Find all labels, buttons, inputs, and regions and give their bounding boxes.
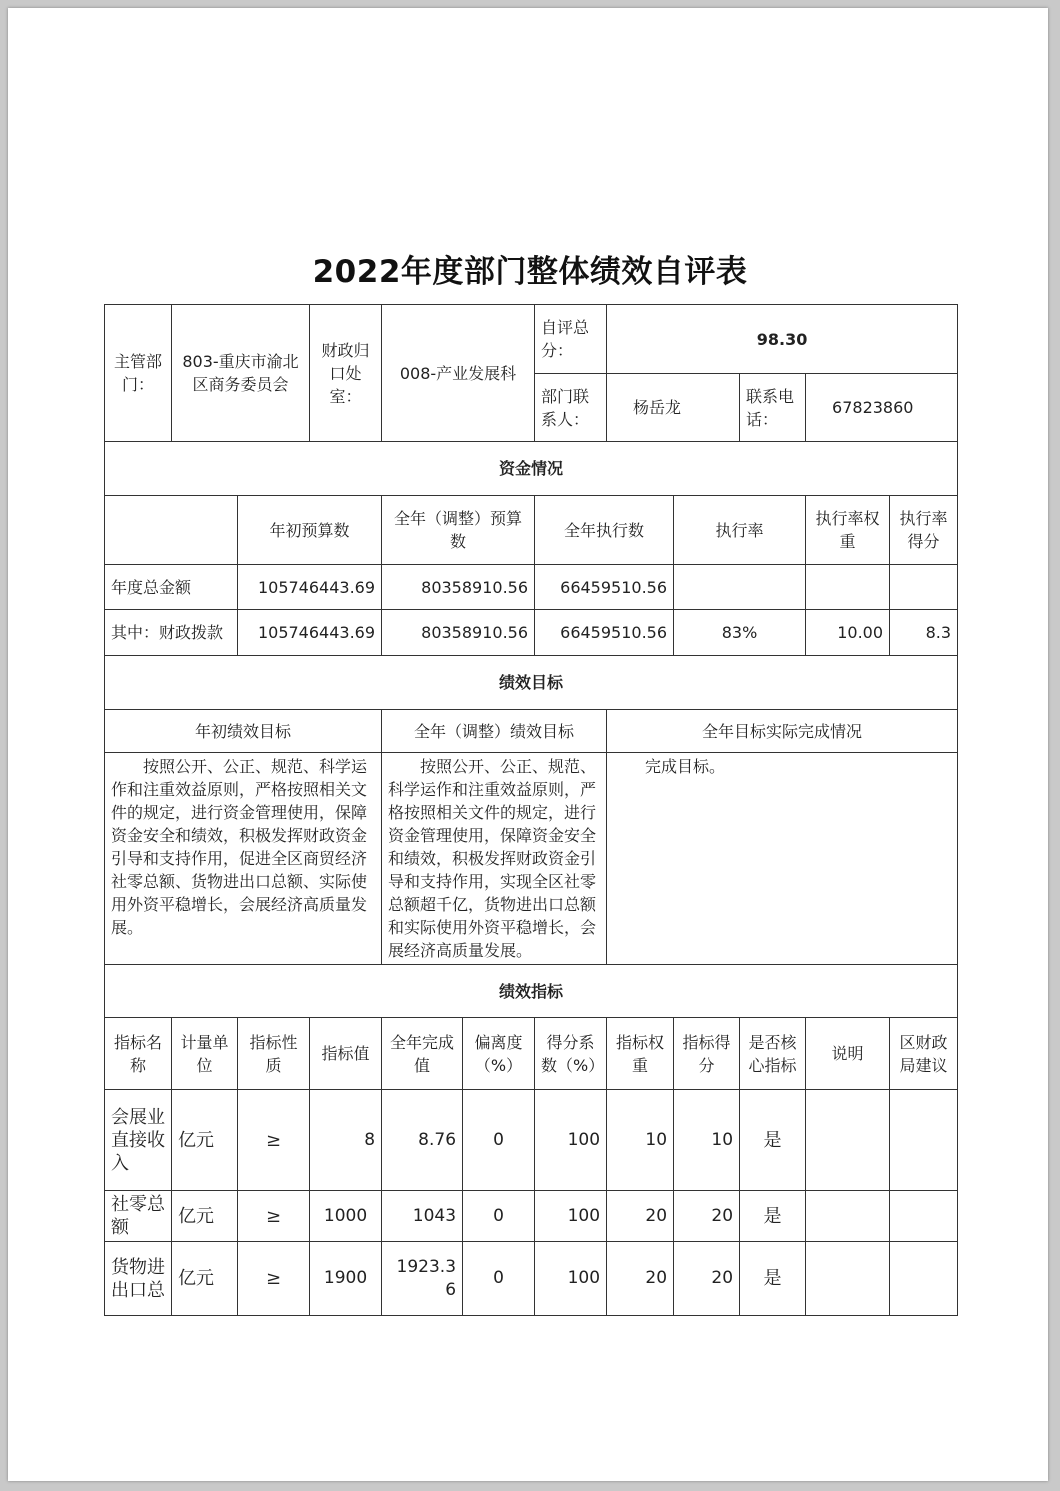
funds-header-initial: 年初预算数 (238, 496, 382, 565)
indicator-row (105, 1090, 958, 1191)
ind-row-score: 10 (674, 1090, 740, 1191)
ind-row-note (806, 1090, 890, 1191)
ind-row-actual: 8.76 (382, 1090, 463, 1191)
ind-row-target: 1900 (310, 1242, 382, 1316)
funds-section-title: 资金情况 (105, 442, 958, 496)
ind-row-score: 20 (674, 1191, 740, 1242)
ind-row-unit: 亿元 (172, 1090, 238, 1191)
page-title: 2022年度部门整体绩效自评表 (312, 254, 748, 290)
funds-row-initial: 105746443.69 (238, 610, 382, 656)
ind-header-unit: 计量单位 (172, 1018, 238, 1090)
ind-header-score: 指标得分 (674, 1018, 740, 1090)
ind-row-unit: 亿元 (172, 1242, 238, 1316)
ind-row-coef: 100 (535, 1242, 607, 1316)
ind-row-name: 社零总额 (105, 1191, 172, 1242)
funds-header-rate: 执行率 (674, 496, 806, 565)
ind-row-advice (890, 1191, 958, 1242)
funds-header-executed: 全年执行数 (535, 496, 674, 565)
ind-row-target: 8 (310, 1090, 382, 1191)
ind-row-target: 1000 (310, 1191, 382, 1242)
goals-actual-cell (607, 753, 958, 965)
ind-row-weight: 20 (607, 1191, 674, 1242)
goals-adjusted-text: 按照公开、公正、规范、科学运作和注重效益原则，严格按照相关文件的规定，进行资金管理使用，保障资金安全和绩效，积极发挥财政资金引导和支持作用，实现全区社零总额超千亿，货物进出口总额和实际使用外资平稳增长，会展经济高质量发展。 (388, 757, 597, 960)
funds-header-adjusted: 全年（调整）预算数 (382, 496, 535, 565)
ind-row-note (806, 1242, 890, 1316)
indicator-row (105, 1191, 958, 1242)
contact-label: 部门联系人： (535, 374, 607, 442)
ind-row-deviation: 0 (463, 1242, 535, 1316)
ind-row-name: 货物进出口总 (105, 1242, 172, 1316)
ind-row-coef: 100 (535, 1090, 607, 1191)
ind-header-core: 是否核心指标 (740, 1018, 806, 1090)
funds-row-label: 其中：财政拨款 (105, 610, 238, 656)
ind-header-advice: 区财政局建议 (890, 1018, 958, 1090)
dept-label: 主管部门： (105, 305, 172, 442)
indicator-row (105, 1242, 958, 1316)
ind-row-core: 是 (740, 1090, 806, 1191)
ind-row-score: 20 (674, 1242, 740, 1316)
funds-row-rate: 83% (674, 610, 806, 656)
contact-value: 杨岳龙 (607, 374, 740, 442)
ind-row-nature: ≥ (238, 1090, 310, 1191)
ind-row-nature: ≥ (238, 1242, 310, 1316)
goals-section-title: 绩效目标 (105, 656, 958, 710)
ind-row-advice (890, 1090, 958, 1191)
funds-header-weight: 执行率权重 (806, 496, 890, 565)
ind-row-unit: 亿元 (172, 1191, 238, 1242)
ind-row-weight: 20 (607, 1242, 674, 1316)
funds-row-score (890, 565, 958, 610)
goals-actual-text: 完成目标。 (645, 757, 726, 776)
funds-row (105, 565, 958, 610)
funds-row-executed: 66459510.56 (535, 565, 674, 610)
performance-table (104, 304, 958, 1316)
goals-adjusted-cell (382, 753, 607, 965)
ind-header-coef: 得分系数（%） (535, 1018, 607, 1090)
funds-row-score: 8.3 (890, 610, 958, 656)
ind-row-name: 会展业直接收入 (105, 1090, 172, 1191)
phone-label: 联系电话： (740, 374, 806, 442)
ind-row-note (806, 1191, 890, 1242)
office-value: 008-产业发展科 (382, 305, 535, 442)
ind-row-advice (890, 1242, 958, 1316)
score-value: 98.30 (607, 305, 958, 374)
score-label: 自评总分： (535, 305, 607, 374)
ind-row-actual: 1923.36 (382, 1242, 463, 1316)
funds-row-initial: 105746443.69 (238, 565, 382, 610)
ind-row-weight: 10 (607, 1090, 674, 1191)
funds-row-weight: 10.00 (806, 610, 890, 656)
ind-row-actual: 1043 (382, 1191, 463, 1242)
ind-header-weight: 指标权重 (607, 1018, 674, 1090)
ind-row-core: 是 (740, 1242, 806, 1316)
funds-row-adjusted: 80358910.56 (382, 565, 535, 610)
goals-header-initial: 年初绩效目标 (105, 710, 382, 753)
funds-row-rate (674, 565, 806, 610)
ind-header-target: 指标值 (310, 1018, 382, 1090)
ind-header-name: 指标名称 (105, 1018, 172, 1090)
ind-row-coef: 100 (535, 1191, 607, 1242)
funds-row-label: 年度总金额 (105, 565, 238, 610)
phone-value: 67823860 (806, 374, 958, 442)
funds-header-score: 执行率得分 (890, 496, 958, 565)
indicators-section-title: 绩效指标 (105, 965, 958, 1018)
funds-row-executed: 66459510.56 (535, 610, 674, 656)
ind-row-deviation: 0 (463, 1191, 535, 1242)
ind-row-deviation: 0 (463, 1090, 535, 1191)
ind-header-nature: 指标性质 (238, 1018, 310, 1090)
ind-header-actual: 全年完成值 (382, 1018, 463, 1090)
ind-header-note: 说明 (806, 1018, 890, 1090)
funds-row-adjusted: 80358910.56 (382, 610, 535, 656)
dept-value: 803-重庆市渝北区商务委员会 (172, 305, 310, 442)
goals-header-actual: 全年目标实际完成情况 (607, 710, 958, 753)
ind-header-deviation: 偏离度（%） (463, 1018, 535, 1090)
funds-row-weight (806, 565, 890, 610)
ind-row-core: 是 (740, 1191, 806, 1242)
funds-header-blank (105, 496, 238, 565)
goals-header-adjusted: 全年（调整）绩效目标 (382, 710, 607, 753)
ind-row-nature: ≥ (238, 1191, 310, 1242)
goals-initial-text: 按照公开、公正、规范、科学运作和注重效益原则，严格按照相关文件的规定，进行资金管理使用，保障资金安全和绩效，积极发挥财政资金引导和支持作用，促进全区商贸经济社零总额、货物进出口总额、实际使用外资平稳增长，会展经济高质量发展。 (111, 757, 368, 937)
funds-row (105, 610, 958, 656)
goals-initial-cell (105, 753, 382, 965)
office-label: 财政归口处室： (310, 305, 382, 442)
